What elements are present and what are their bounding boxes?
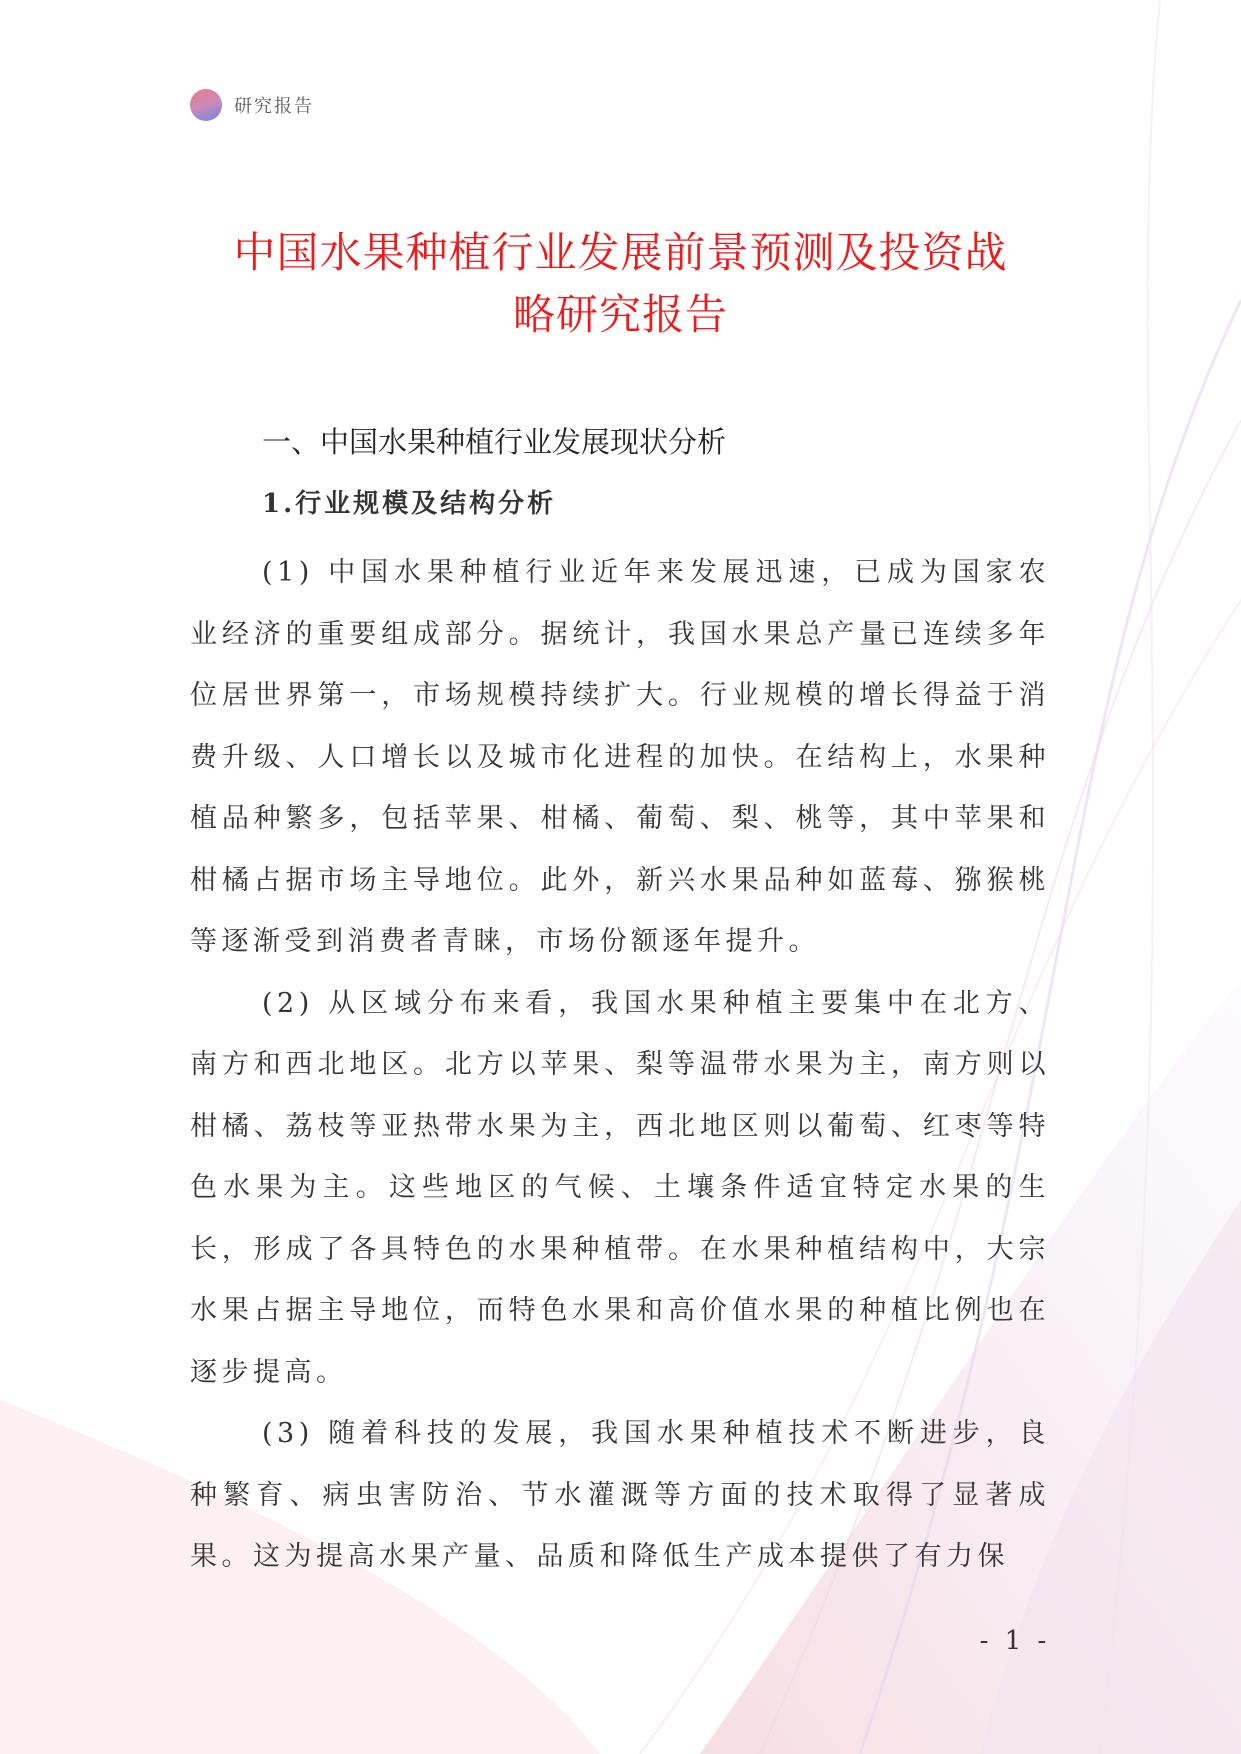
report-header: [190, 88, 314, 122]
paragraph-2: (2) 从区域分布来看，我国水果种植主要集中在北方、南方和西北地区。北方以苹果、梨等温带水果为主，南方则以柑橘、荔枝等亚热带水果为主，西北地区则以葡萄、红枣等特色水果为主。这些地区的气候、土壤条件适宜特定水果的生长，形成了各具特色的水果种植带。在水果种植结构中，大宗水果占据主导地位，而特色水果和高价值水果的种植比例也在逐步提高。: [190, 987, 1050, 1388]
body-text: [190, 542, 1050, 1588]
paragraph-1: (1) 中国水果种植行业近年来发展迅速，已成为国家农业经济的重要组成部分。据统计，我国水果总产量已连续多年位居世界第一，市场规模持续扩大。行业规模的增长得益于消费升级、人口增长以及城市化进程的加快。在结构上，水果种植品种繁多，包括苹果、柑橘、葡萄、梨、桃等，其中苹果和柑橘占据市场主导地位。此外，新兴水果品种如蓝莓、猕猴桃等逐渐受到消费者青睐，市场份额逐年提升。: [190, 557, 1050, 957]
section-heading: 一、中国水果种植行业发展现状分析: [262, 425, 727, 459]
paragraph-3: (3) 随着科技的发展，我国水果种植技术不断进步，良种繁育、病虫害防治、节水灌溉等方面的技术取得了显著成果。这为提高水果产量、品质和降低生产成本提供了有力保: [190, 1418, 1050, 1572]
title-line-1: 中国水果种植行业发展前景预测及投资战: [233, 228, 1008, 277]
subsection-heading: 1.行业规模及结构分析: [262, 489, 557, 519]
logo-circle-icon: [190, 89, 222, 121]
document-title: [170, 222, 1071, 346]
title-line-2: 略研究报告: [512, 290, 728, 339]
header-label: 研究报告: [234, 96, 314, 117]
page-number: - 1 -: [979, 1626, 1051, 1656]
